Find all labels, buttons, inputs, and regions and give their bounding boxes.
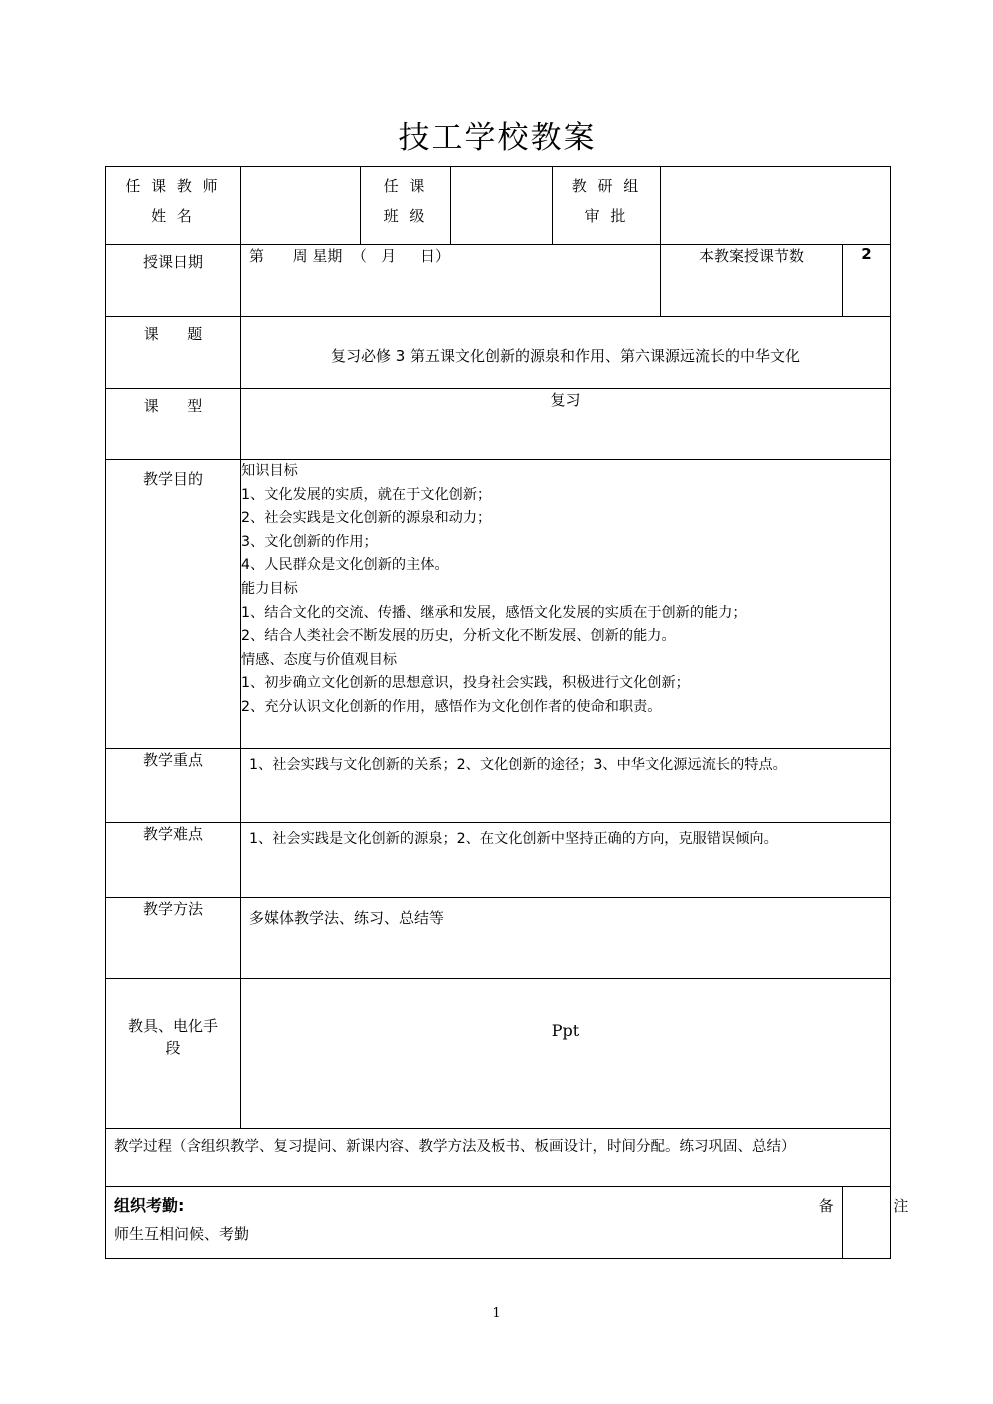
- table-row-process-note: [106, 1129, 891, 1187]
- attendance-cell[interactable]: [106, 1187, 843, 1259]
- class-label-line1: 任 课: [383, 177, 428, 195]
- type-label: 课 型: [143, 397, 203, 415]
- methods-label: 教学方法: [142, 900, 203, 918]
- objectives-label: 教学目的: [142, 470, 203, 488]
- review-label-line2: 审 批: [584, 207, 629, 225]
- date-label: 授课日期: [142, 253, 203, 271]
- difficulties-value: 1、社会实践是文化创新的源泉；2、在文化创新中坚持正确的方向，克服错误倾向。: [249, 831, 778, 847]
- class-label-line2: 班 级: [383, 207, 428, 225]
- teacher-name-label-cell: [106, 167, 241, 245]
- table-row-topic: [106, 317, 891, 389]
- aids-value: Ppt: [551, 1021, 580, 1040]
- review-label-cell: [553, 167, 661, 245]
- periods-label-cell: [661, 245, 843, 317]
- page-title: 技工学校教案: [398, 120, 597, 156]
- attendance-title: 组织考勤:: [114, 1196, 185, 1215]
- attendance-block: [106, 1187, 842, 1255]
- topic-value: 复习必修 3 第五课文化创新的源泉和作用、第六课源远流长的中华文化: [330, 347, 801, 365]
- lesson-plan-table: [105, 166, 915, 1259]
- date-label-cell: [106, 245, 241, 317]
- table-row-type: [106, 389, 891, 460]
- table-row-methods: [106, 898, 891, 979]
- table-row-attendance: [106, 1187, 891, 1259]
- type-value-cell[interactable]: [241, 389, 891, 460]
- table-row-key-points: [106, 749, 891, 823]
- process-note: 教学过程（含组织教学、复习提问、新课内容、教学方法及板书、板画设计，时间分配。练习巩固、总结）: [114, 1139, 796, 1155]
- list-item: 情感、态度与价值观目标: [241, 651, 398, 668]
- date-value-cell[interactable]: [241, 245, 661, 317]
- objectives-label-cell: [106, 460, 241, 749]
- table-row-objectives: [106, 460, 891, 749]
- class-label-cell: [361, 167, 451, 245]
- aids-label-line1: 教具、电化手: [127, 1017, 218, 1035]
- date-value: 第 周 星期 （ 月 日）: [249, 247, 451, 265]
- process-note-cell: [106, 1129, 891, 1187]
- list-item: 3、文化创新的作用；: [241, 533, 378, 550]
- objectives-value-cell[interactable]: [241, 460, 891, 749]
- list-item: 2、充分认识文化创新的作用，感悟作为文化创作者的使命和职责。: [241, 698, 662, 715]
- review-label-line1: 教 研 组: [571, 177, 642, 195]
- periods-value: 2: [861, 245, 872, 263]
- aids-label-line2: 段: [165, 1039, 181, 1057]
- list-item: 1、文化发展的实质，就在于文化创新；: [241, 486, 492, 503]
- topic-label: 课 题: [143, 325, 203, 343]
- periods-value-cell[interactable]: [843, 245, 891, 317]
- list-item: 4、人民群众是文化创新的主体。: [241, 557, 449, 574]
- list-item: 1、初步确立文化创新的思想意识，投身社会实践，积极进行文化创新；: [241, 675, 690, 692]
- review-label: [553, 167, 660, 235]
- table-row-difficulties: [106, 823, 891, 898]
- key-points-value-cell[interactable]: [241, 749, 891, 823]
- class-label: [361, 167, 450, 235]
- topic-value-cell[interactable]: [241, 317, 891, 389]
- aids-label-cell: [106, 979, 241, 1129]
- remark-label: 备 注: [818, 1197, 915, 1215]
- difficulties-value-cell[interactable]: [241, 823, 891, 898]
- methods-label-cell: [106, 898, 241, 979]
- review-value-cell[interactable]: [661, 167, 891, 245]
- table-row-aids: [106, 979, 891, 1129]
- table-row-date: [106, 245, 891, 317]
- list-item: 能力目标: [241, 580, 298, 597]
- teacher-name-label-line1: 任 课 教 师: [125, 177, 221, 195]
- objectives-list: [241, 460, 890, 720]
- teacher-name-value-cell[interactable]: [241, 167, 361, 245]
- difficulties-label: 教学难点: [142, 825, 203, 843]
- methods-value-cell[interactable]: [241, 898, 891, 979]
- list-item: 2、结合人类社会不断发展的历史，分析文化不断发展、创新的能力。: [241, 628, 676, 645]
- teacher-name-label-line2: 姓 名: [151, 207, 195, 225]
- aids-value-cell[interactable]: [241, 979, 891, 1129]
- table-row-teacher-info: [106, 167, 891, 245]
- list-item: 1、结合文化的交流、传播、继承和发展，感悟文化发展的实质在于创新的能力；: [241, 604, 747, 621]
- key-points-label-cell: [106, 749, 241, 823]
- list-item: 2、社会实践是文化创新的源泉和动力；: [241, 510, 492, 527]
- type-label-cell: [106, 389, 241, 460]
- attendance-body: 师生互相问候、考勤: [114, 1225, 250, 1243]
- class-value-cell[interactable]: [451, 167, 553, 245]
- aids-label: [106, 979, 240, 1073]
- page-number: 1: [492, 1306, 501, 1321]
- list-item: 知识目标: [241, 463, 298, 479]
- topic-label-cell: [106, 317, 241, 389]
- difficulties-label-cell: [106, 823, 241, 898]
- type-value: 复习: [550, 391, 581, 409]
- key-points-label: 教学重点: [142, 751, 203, 769]
- key-points-value: 1、社会实践与文化创新的关系；2、文化创新的途径；3、中华文化源远流长的特点。: [249, 757, 787, 773]
- periods-label: 本教案授课节数: [698, 247, 804, 265]
- methods-value: 多媒体教学法、练习、总结等: [249, 909, 445, 927]
- remark-cell[interactable]: [818, 1187, 915, 1259]
- teacher-name-label: [106, 167, 240, 235]
